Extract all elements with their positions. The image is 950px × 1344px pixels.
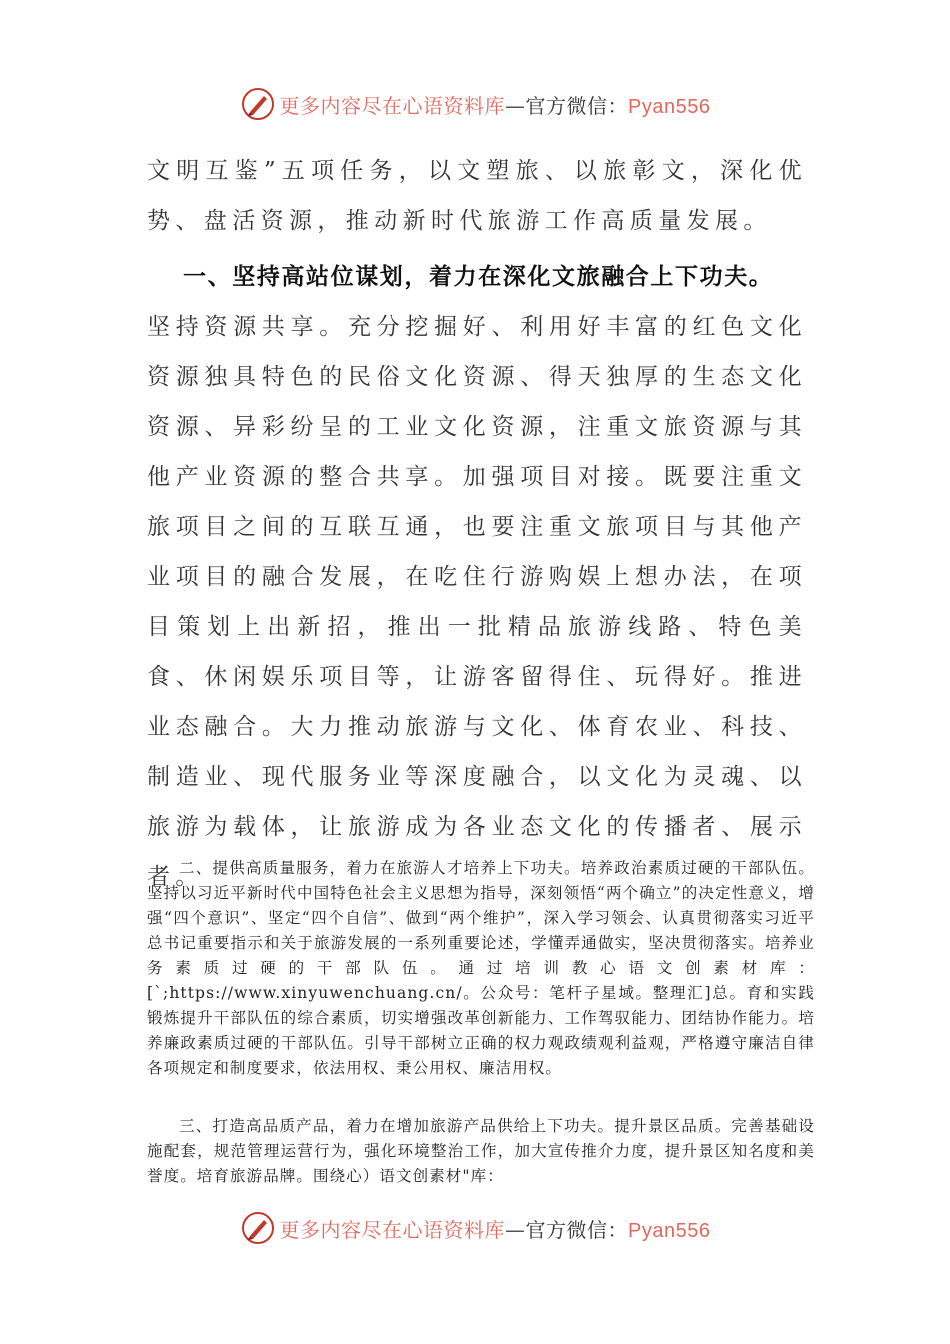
banner-main-text: 更多内容尽在心语资料库 xyxy=(279,1217,506,1242)
banner-text xyxy=(280,1214,711,1243)
pen-logo-icon xyxy=(240,86,276,122)
section-paragraph-3: 三、打造高品质产品，着力在增加旅游产品供给上下功夫。提升景区品质。完善基础设施配套，规范管理运营行为，强化环境整治工作，加大宣传推介力度，提升景区知名度和美誉度。培育旅游品牌。围绕心）语文创素材"库： xyxy=(147,1117,815,1185)
header-banner xyxy=(0,84,950,124)
section-heading-1: 一、坚持高站位谋划，着力在深化文旅融合上下功夫。 xyxy=(183,264,774,290)
banner-wechat-label: 官方微信： xyxy=(525,1217,629,1242)
banner-separator: — xyxy=(505,1217,526,1242)
banner-wechat-id: Pyan556 xyxy=(628,95,711,118)
banner-wechat-label: 官方微信： xyxy=(525,93,629,118)
body-paragraph-2: 坚持资源共享。充分挖掘好、利用好丰富的红色文化资源独具特色的民俗文化资源、得天独厚的生态文化资源、异彩纷呈的工业文化资源，注重文旅资源与其他产业资源的整合共享。加强项目对接。既要注重文旅项目之间的互联互通，也要注重文旅项目与其他产业项目的融合发展，在吃住行游购娱上想办法，在项目策划上出新招，推出一批精品旅游线路、特色美食、休闲娱乐项目等，让游客留得住、玩得好。推进业态融合。大力推动旅游与文化、体育农业、科技、制造业、现代服务业等深度融合，以文化为灵魂、以旅游为载体，让旅游成为各业态文化的传播者、展示者。 xyxy=(147,314,807,890)
body-paragraph-1: 文明互鉴”五项任务，以文塑旅、以旅彰文，深化优势、盘活资源，推动新时代旅游工作高质量发展。 xyxy=(147,158,807,234)
pen-logo-icon xyxy=(240,1210,276,1246)
banner-main-text: 更多内容尽在心语资料库 xyxy=(279,93,506,118)
banner-separator: — xyxy=(505,93,526,118)
footer-banner xyxy=(0,1208,950,1248)
section-paragraph-2: 二、提供高质量服务，着力在旅游人才培养上下功夫。培养政治素质过硬的干部队伍。坚持以习近平新时代中国特色社会主义思想为指导，深刻领悟“两个确立”的决定性意义，增强“四个意识”、坚定“四个自信”、做到“两个维护”，深入学习领会、认真贯彻落实习近平总书记重要指示和关于旅游发展的一系列重要论述，学懂弄通做实，坚决贯彻落实。培养业务素质过硬的干部队伍。通过培训教心语文创素材库：[`;https://www.xinyuwenchuang.cn/。公众号：笔杆子星域。整理汇]总。育和实践锻炼提升干部队伍的综合素质，切实增强改革创新能力、工作驾驭能力、团结协作能力。培养廉政素质过硬的干部队伍。引导干部树立正确的权力观政绩观利益观，严格遵守廉洁自律各项规定和制度要求，依法用权、秉公用权、廉洁用权。 xyxy=(147,859,815,1077)
banner-wechat-id: Pyan556 xyxy=(628,1219,711,1242)
banner-text xyxy=(280,90,711,119)
